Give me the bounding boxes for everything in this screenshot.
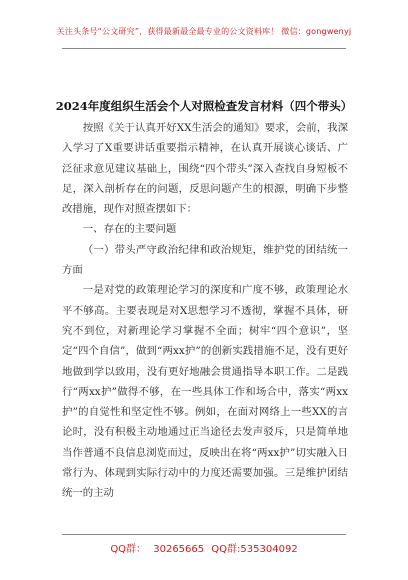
intro-paragraph: 按照《关于认真开好XX生活会的通知》要求，会前，我深入学习了X重要讲话重要指示精神，在认真开展谈心谈话、广泛征求意见建议基础上，围绕“四个带头”深入查找自身短板不足，深入剖析存在的问题，反思问题产生的根源，明确下步整改措施，现作对照查摆如下： [62,122,348,216]
document-title: 2024年度组织生活会个人对照检查发言材料（四个带头） [55,99,353,113]
body-paragraph: 一是对党的政策理论学习的深度和广度不够，政策理论水平不够高。主要表现是对X思想学习不透彻，掌握不具体，研究不到位，对新理论学习掌握不全面；树牢“四个意识”，坚定“四个自信”，做到“两xx护”的创新实践措施不足，没有更好地做到学以致用，没有更好地融会贯通指导本职工作。二是践行“两xx护”做得不够，在一些具体工作和场合中，落实“两xx护”的自觉性和坚定性不够。例如，在面对网络上一些XX的言论时，没有积极主动地通过正当途径去发声驳斥，只是简单地当作普通不良信息浏览而过，反映出在将“两xx护”切实融入日常行为、体现到实际行动中的力度还需要加强。三是维护团结统一的主动 [62,284,348,500]
header-banner: 关注头条号“公文研究”，获得最新最全最专业的公文资料库！ 微信：gongwenyj [56,27,352,36]
document-body [62,118,348,504]
subsection-heading: （一）带头严守政治纪律和政治规矩，维护党的团结统一方面 [62,243,348,277]
footer-divider [62,534,346,535]
header-divider [62,48,346,49]
footer-qq-groups: QQ群： 30265665 QQ群:535304092 [110,544,298,555]
section-heading: 一、存在的主要问题 [82,223,177,236]
